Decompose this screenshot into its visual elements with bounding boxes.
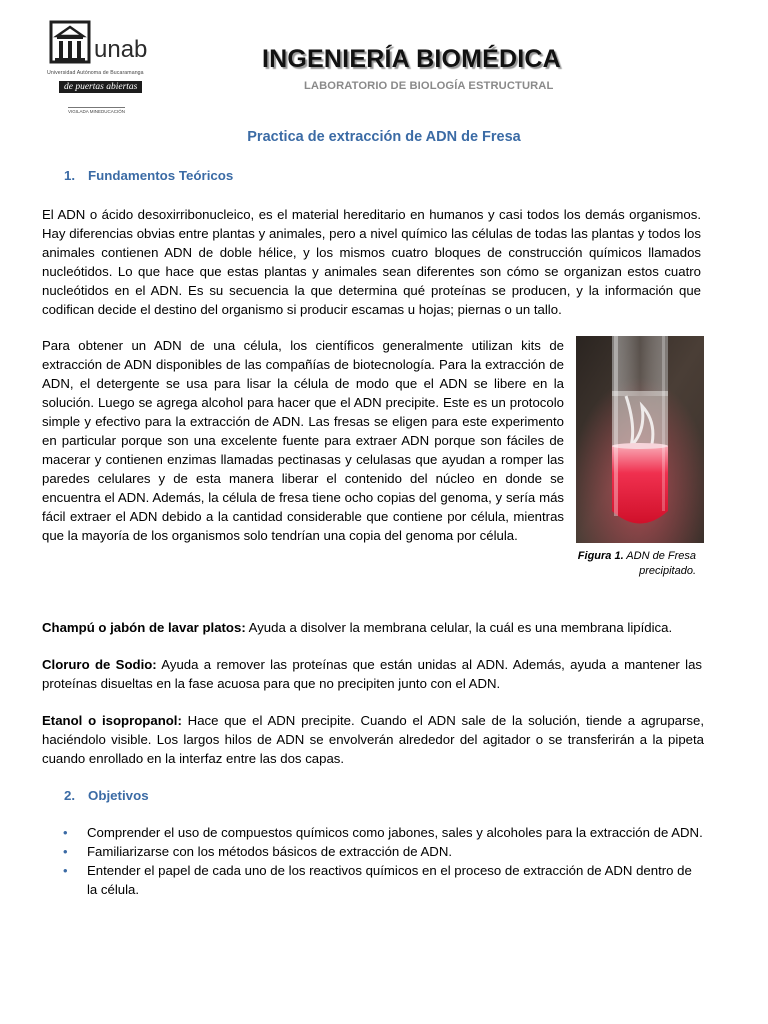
section-number: 1. xyxy=(64,168,76,183)
bullet-icon: • xyxy=(63,844,68,859)
logo-university-name: Universidad Autónoma de Bucaramanga xyxy=(47,70,144,76)
bullet-icon: • xyxy=(63,825,68,840)
objectives-list xyxy=(42,823,704,899)
reagent-description: Ayuda a disolver la membrana celular, la cuál es una membrana lipídica. xyxy=(245,620,673,635)
reagent-ethanol xyxy=(42,711,704,768)
document-title: Practica de extracción de ADN de Fresa xyxy=(247,129,521,145)
unab-logo xyxy=(46,18,156,118)
reagent-description: Ayuda a remover las proteínas que están unidas al ADN. Además, ayuda a mantener las proteínas disueltas en la fase acuosa para que no precipiten junto con el ADN. xyxy=(42,657,702,691)
test-tube-image xyxy=(576,336,704,543)
list-item xyxy=(42,823,704,842)
reagent-description: Hace que el ADN precipite. Cuando el ADN sale de la solución, tiende a agruparse, haciéndolo visible. Los largos hilos de ADN se envolverán alrededor del agitador o se transferirán a la pipeta cuando enrollado en la interfaz entre las dos capas. xyxy=(42,713,704,766)
paragraph-adn-intro: El ADN o ácido desoxirribonucleico, es el material hereditario en humanos y casi todos los demás organismos. Hay diferencias obvias entre plantas y animales, pero a nivel químico las células de todas las plantas y todos los animales contienen ADN de doble hélice, y los mismos cuatro bloques de construcción químicos llamados nucleótidos. Lo que hace que estas plantas y animales sean diferentes son cómo se organizan estos cuatro nucleótidos en el ADN. Es su secuencia la que determina qué proteínas se producen, y la información que codifican decide el destino del organismo si producir escamas u hojas; piernas o un tallo. xyxy=(42,207,701,317)
objective-text: Comprender el uso de compuestos químicos como jabones, sales y alcoholes para la extracción de ADN. xyxy=(87,825,703,840)
figure-caption-line1: ADN de Fresa xyxy=(626,550,696,562)
reagent-name: Etanol o isopropanol: xyxy=(42,713,182,728)
bullet-icon: • xyxy=(63,863,68,878)
section-number: 2. xyxy=(64,788,76,803)
header-title: INGENIERÍA BIOMÉDICA xyxy=(262,45,561,73)
objective-text: Entender el papel de cada uno de los reactivos químicos en el proceso de extracción de ADN dentro de la célula. xyxy=(87,863,692,897)
list-item xyxy=(42,861,704,899)
figure-caption xyxy=(568,549,696,579)
list-item xyxy=(42,842,704,861)
reagent-name: Cloruro de Sodio: xyxy=(42,657,157,672)
section-heading-text: Fundamentos Teóricos xyxy=(88,168,234,183)
reagent-name: Champú o jabón de lavar platos: xyxy=(42,620,246,635)
building-logo-icon xyxy=(49,20,91,64)
logo-vigilada: VIGILADA MINEDUCACIÓN xyxy=(68,109,126,114)
header-subtitle: LABORATORIO DE BIOLOGÍA ESTRUCTURAL xyxy=(304,80,554,92)
reagent-sodium-chloride xyxy=(42,655,702,693)
paragraph-extraction: Para obtener un ADN de una célula, los científicos generalmente utilizan kits de extracción de ADN disponibles de las compañías de biotecnología. Para la extracción de ADN, el detergente se usa para lisar la célula de modo que el ADN se libere en la solución. Luego se agrega alcohol para hacer que el ADN precipite. Este es un protocolo simple y efectivo para la extracción de ADN. Las fresas se eligen para este experimento en particular porque son una excelente fuente para extraer ADN porque son fáciles de macerar y contienen enzimas llamadas pectinasas y celulasas que ayudan a romper las paredes celulares y de esta manera liberar el contenido del núcleo en donde se encuentra el ADN. Además, la célula de fresa tiene ocho copias del genoma, y sería más fácil extraer el ADN debido a la cantidad considerable que contiene por célula, mientras que la mayoría de los organismos solo tendrían una copia del genoma por célula. xyxy=(42,338,564,543)
reagent-soap xyxy=(42,618,702,637)
logo-wordmark: unab xyxy=(94,36,148,63)
figure-caption-line2: precipitado. xyxy=(639,565,696,577)
section-heading-text: Objetivos xyxy=(88,788,149,803)
section-heading-1 xyxy=(64,168,233,183)
figure-label: Figura 1. xyxy=(577,550,624,562)
section-heading-2 xyxy=(64,788,149,803)
logo-tagline: de puertas abiertas xyxy=(59,81,142,93)
strawberry-dna-photo xyxy=(576,336,704,543)
objective-text: Familiarizarse con los métodos básicos de extracción de ADN. xyxy=(87,844,453,859)
